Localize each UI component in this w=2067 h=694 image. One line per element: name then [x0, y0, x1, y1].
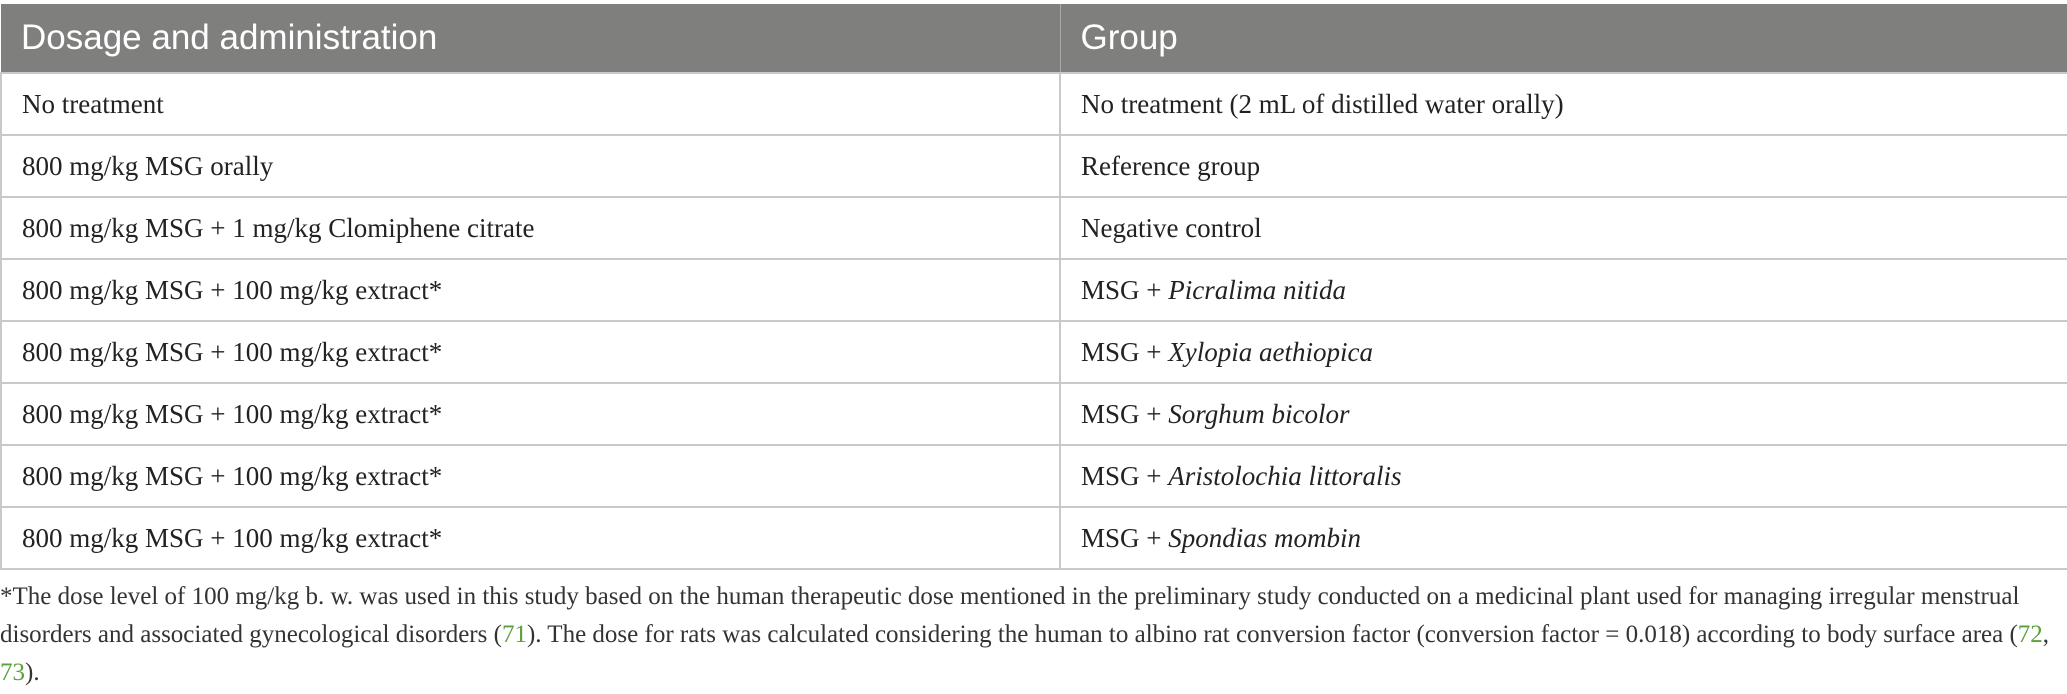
dosage-cell: 800 mg/kg MSG + 1 mg/kg Clomiphene citrate [1, 197, 1060, 259]
dosage-cell: 800 mg/kg MSG + 100 mg/kg extract* [1, 259, 1060, 321]
group-species: Picralima nitida [1168, 274, 1346, 305]
dosage-cell: 800 mg/kg MSG + 100 mg/kg extract* [1, 507, 1060, 569]
group-species: Aristolochia littoralis [1168, 460, 1402, 491]
header-dosage: Dosage and administration [1, 4, 1060, 73]
group-text: No treatment (2 mL of distilled water orally) [1081, 88, 1564, 119]
group-cell [1060, 259, 2067, 321]
reference-separator: , [2042, 621, 2050, 648]
table-row [1, 507, 2067, 569]
table-row [1, 259, 2067, 321]
table-header [1, 4, 2067, 73]
dosage-table-container [0, 4, 2067, 570]
group-species: Sorghum bicolor [1168, 398, 1350, 429]
dosage-cell: 800 mg/kg MSG + 100 mg/kg extract* [1, 321, 1060, 383]
group-text: MSG + [1081, 522, 1169, 553]
header-group: Group [1060, 4, 2067, 73]
table-row [1, 383, 2067, 445]
footnote-text: ). [25, 659, 40, 686]
group-cell [1060, 73, 2067, 135]
group-cell [1060, 383, 2067, 445]
group-species: Xylopia aethiopica [1168, 336, 1373, 367]
group-cell [1060, 507, 2067, 569]
dosage-cell: 800 mg/kg MSG orally [1, 135, 1060, 197]
table-footnote [0, 578, 2050, 692]
footnote-text: ). The dose for rats was calculated considering the human to albino rat conversion factor (conversion factor = 0.018) according to body surface area ( [526, 621, 2018, 648]
reference-link-72[interactable]: 72 [2017, 621, 2043, 648]
dosage-cell: 800 mg/kg MSG + 100 mg/kg extract* [1, 383, 1060, 445]
group-species: Spondias mombin [1168, 522, 1362, 553]
group-text: MSG + [1081, 274, 1169, 305]
group-cell [1060, 197, 2067, 259]
table-row [1, 197, 2067, 259]
dosage-table [0, 4, 2067, 570]
table-row [1, 73, 2067, 135]
footnote-text: *The dose level of 100 mg/kg b. w. was used in this study based on the human therapeutic dose mentioned in the preliminary study conducted on a medicinal plant used for managing irregular menstrual disorders and associated gynecological disorders ( [0, 583, 2020, 648]
group-text: MSG + [1081, 336, 1169, 367]
table-body [1, 73, 2067, 569]
group-text: Negative control [1081, 212, 1262, 243]
group-text: Reference group [1081, 150, 1261, 181]
reference-link-71[interactable]: 71 [501, 621, 527, 648]
dosage-cell: 800 mg/kg MSG + 100 mg/kg extract* [1, 445, 1060, 507]
dosage-cell: No treatment [1, 73, 1060, 135]
reference-link-73[interactable]: 73 [0, 659, 25, 686]
table-row [1, 321, 2067, 383]
table-row [1, 135, 2067, 197]
group-text: MSG + [1081, 398, 1169, 429]
group-cell [1060, 321, 2067, 383]
header-row [1, 4, 2067, 73]
table-row [1, 445, 2067, 507]
group-text: MSG + [1081, 460, 1169, 491]
group-cell [1060, 135, 2067, 197]
group-cell [1060, 445, 2067, 507]
